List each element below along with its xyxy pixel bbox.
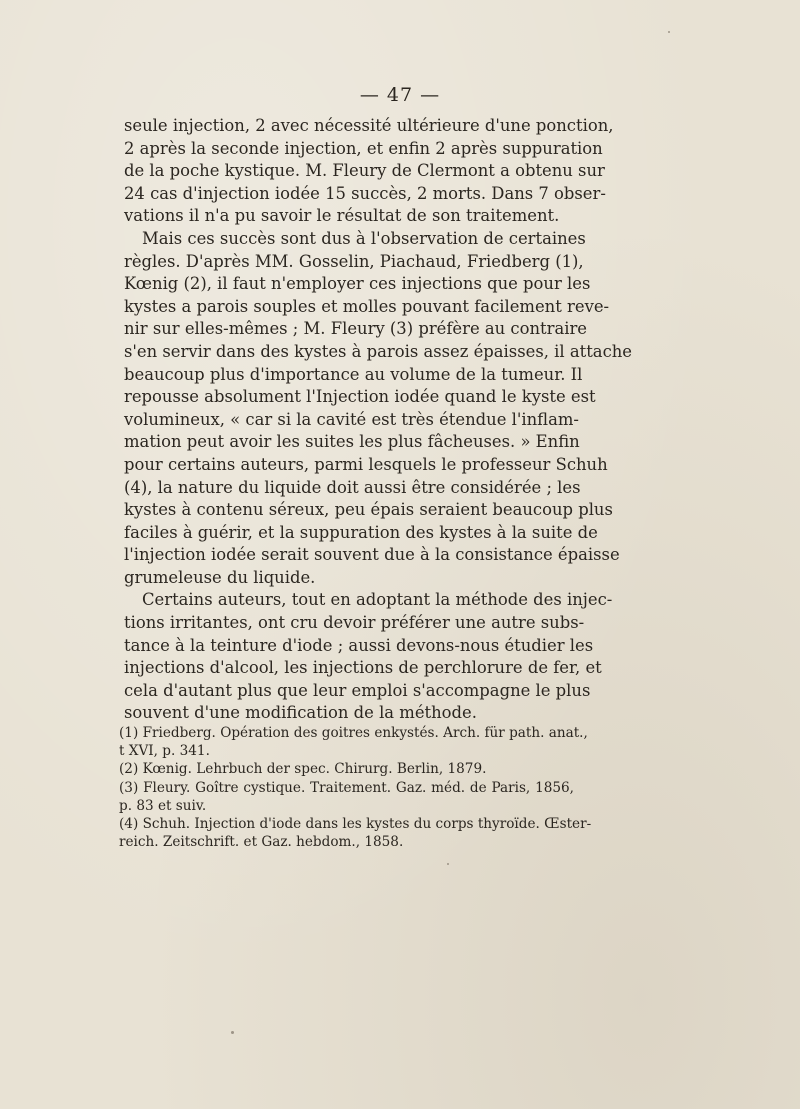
text-line: Kœnig (2), il faut n'employer ces injections que pour les <box>124 274 591 294</box>
footnote-line: p. 83 et suiv. <box>119 797 207 814</box>
text-line: faciles à guérir, et la suppuration des kystes à la suite de <box>124 522 598 542</box>
text-line: beaucoup plus d'importance au volume de la tumeur. Il <box>124 364 583 384</box>
text-line: grumeleuse du liquide. <box>124 567 316 587</box>
paper-speck <box>447 863 449 865</box>
text-line: injections d'alcool, les injections de perchlorure de fer, et <box>124 658 602 678</box>
text-line: 24 cas d'injection iodée 15 succès, 2 morts. Dans 7 obser- <box>124 183 606 203</box>
footnotes <box>119 724 592 851</box>
text-line: mation peut avoir les suites les plus fâcheuses. » Enfin <box>124 432 580 452</box>
text-line: kystes a parois souples et molles pouvant facilement reve- <box>124 296 610 316</box>
text-line: souvent d'une modification de la méthode. <box>124 703 477 723</box>
text-line: vations il n'a pu savoir le résultat de son traitement. <box>124 206 560 226</box>
text-line: pour certains auteurs, parmi lesquels le professeur Schuh <box>124 454 608 474</box>
text-line: règles. D'après MM. Gosselin, Piachaud, Friedberg (1), <box>124 251 584 271</box>
text-line: l'injection iodée serait souvent due à la consistance épaisse <box>124 545 620 565</box>
text-line: kystes à contenu séreux, peu épais seraient beaucoup plus <box>124 500 613 520</box>
footnote-line: (1) Friedberg. Opération des goitres enkystés. Arch. für path. anat., <box>119 725 588 741</box>
text-line: nir sur elles-mêmes ; M. Fleury (3) préfère au contraire <box>124 319 587 339</box>
text-line: de la poche kystique. M. Fleury de Clermont a obtenu sur <box>124 161 605 181</box>
footnote-line: (2) Kœnig. Lehrbuch der spec. Chirurg. Berlin, 1879. <box>119 761 487 778</box>
text-line: 2 après la seconde injection, et enfin 2 après suppuration <box>124 138 603 158</box>
paper-speck <box>668 31 670 33</box>
footnote-line: (3) Fleury. Goître cystique. Traitement. Gaz. méd. de Paris, 1856, <box>119 779 574 796</box>
text-line: cela d'autant plus que leur emploi s'accompagne le plus <box>124 680 591 700</box>
paper-speck <box>231 1031 234 1034</box>
text-line: s'en servir dans des kystes à parois assez épaisses, il attache <box>124 341 633 361</box>
text-line: seule injection, 2 avec nécessité ultérieure d'une ponction, <box>124 116 614 135</box>
text-line: tions irritantes, ont cru devoir préférer une autre subs- <box>124 613 585 633</box>
footnote-line: (4) Schuh. Injection d'iode dans les kystes du corps thyroïde. Œster- <box>119 816 592 833</box>
text-line: Mais ces succès sont dus à l'observation de certaines <box>142 228 586 248</box>
text-line: Certains auteurs, tout en adoptant la méthode des injec- <box>142 590 613 610</box>
main-text <box>124 115 633 725</box>
text-line: (4), la nature du liquide doit aussi être considérée ; les <box>124 477 581 497</box>
text-line: repousse absolument l'Injection iodée quand le kyste est <box>124 387 596 407</box>
text-line: tance à la teinture d'iode ; aussi devons-nous étudier les <box>124 635 594 655</box>
footnote-line: reich. Zeitschrift. et Gaz. hebdom., 1858. <box>119 834 404 851</box>
text-line: volumineux, « car si la cavité est très étendue l'inflam- <box>124 409 579 429</box>
footnote-line: t XVI, p. 341. <box>119 743 210 760</box>
page-number: — 47 — <box>359 84 441 106</box>
